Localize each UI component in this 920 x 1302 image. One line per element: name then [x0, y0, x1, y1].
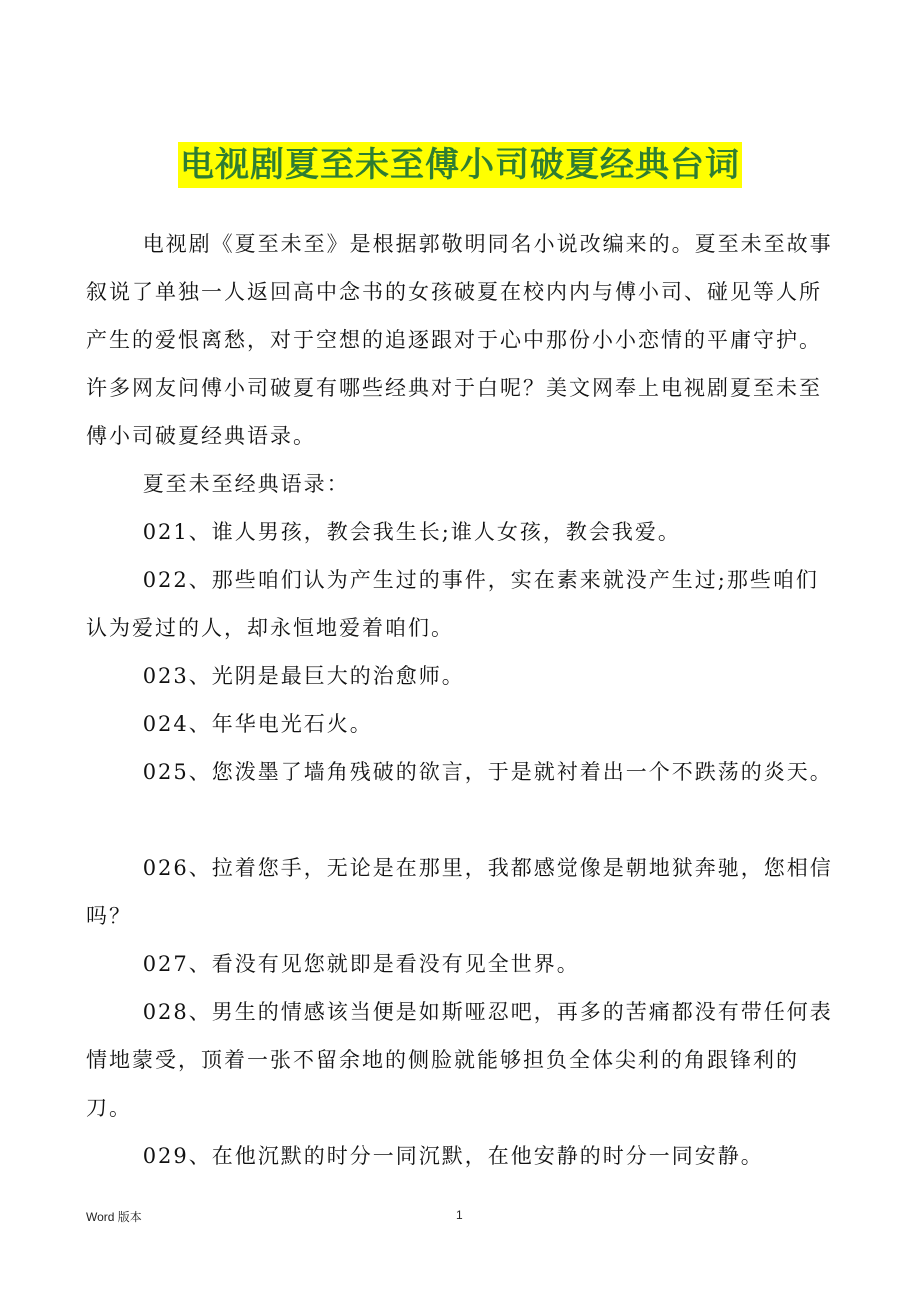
quote-paragraph: 029、在他沉默的时分一同沉默，在他安静的时分一同安静。 [142, 1144, 764, 1168]
quote-paragraph: 023、光阴是最巨大的治愈师。 [142, 664, 465, 688]
paragraph-spacer [86, 796, 838, 844]
quote-paragraph: 021、谁人男孩，教会我生长;谁人女孩，教会我爱。 [142, 520, 681, 544]
quotes-heading: 夏至未至经典语录： [142, 472, 350, 496]
document-body [86, 220, 838, 1180]
quote-paragraph: 028、男生的情感该当便是如斯哑忍吧，再多的苦痛都没有带任何表情地蒙受，顶着一张不留余地的侧脸就能够担负全体尖利的角跟锋利的刀。 [86, 1000, 833, 1120]
intro-paragraph: 电视剧《夏至未至》是根据郭敬明同名小说改编来的。夏至未至故事叙说了单独一人返回高中念书的女孩破夏在校内内与傅小司、碰见等人所产生的爱恨离愁，对于空想的追逐跟对于心中那份小小恋情的平庸守护。许多网友问傅小司破夏有哪些经典对于白呢？美文网奉上电视剧夏至未至傅小司破夏经典语录。 [86, 232, 833, 448]
quote-paragraph: 025、您泼墨了墙角残破的欲言，于是就衬着出一个不跌荡的炎天。 [142, 760, 833, 784]
title-block [0, 142, 920, 188]
quote-paragraph: 022、那些咱们认为产生过的事件，实在素来就没产生过;那些咱们认为爱过的人，却永恒地爱着咱们。 [86, 568, 819, 640]
quote-paragraph: 024、年华电光石火。 [142, 712, 373, 736]
footer-version-label: Word 版本 [86, 1210, 142, 1224]
quote-paragraph: 026、拉着您手，无论是在那里，我都感觉像是朝地狱奔驰，您相信吗？ [86, 856, 833, 928]
footer-page-number: 1 [456, 1208, 463, 1222]
quote-paragraph: 027、看没有见您就即是看没有见全世界。 [142, 952, 580, 976]
document-title: 电视剧夏至未至傅小司破夏经典台词 [178, 142, 742, 188]
